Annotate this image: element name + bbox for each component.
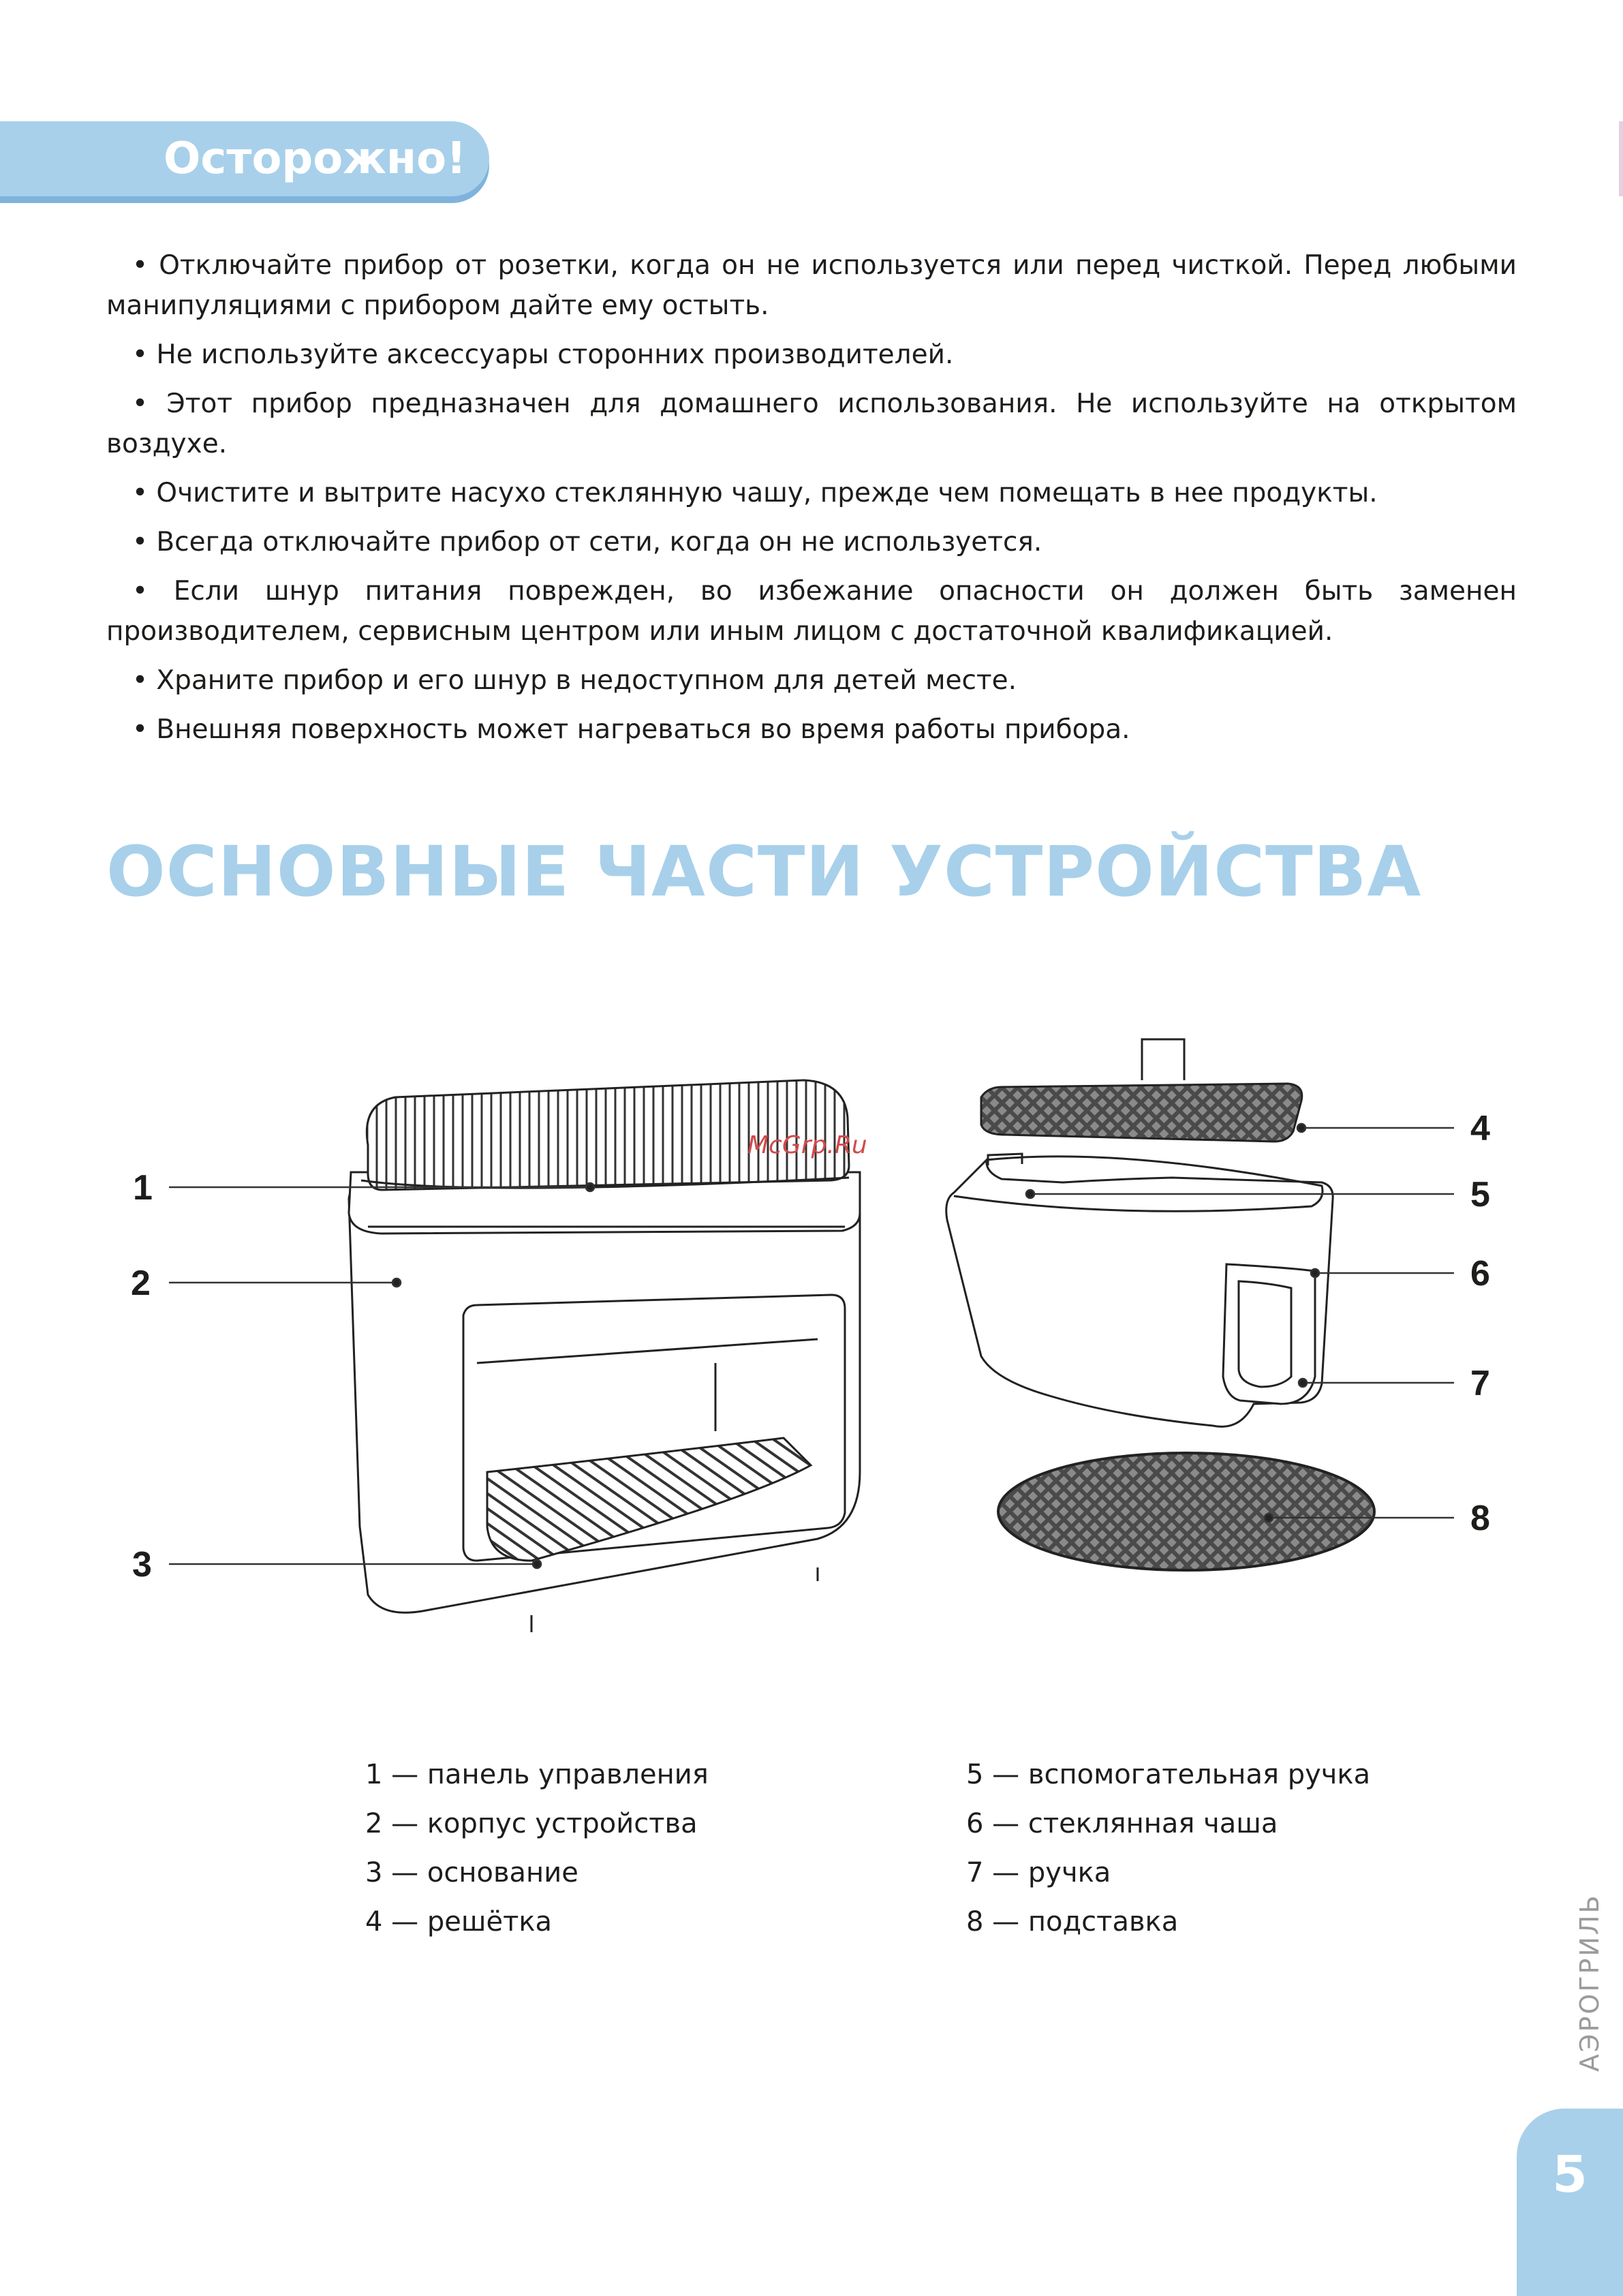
warning-item: • Всегда отключайте прибор от сети, когда он не используется. xyxy=(132,527,1042,557)
legend-item: 1 — панель управления xyxy=(365,1759,709,1790)
warning-item: • Внешняя поверхность может нагреваться во время работы прибора. xyxy=(132,714,1130,745)
legend-item: 7 — ручка xyxy=(966,1857,1111,1888)
air-fryer-illustration xyxy=(349,1080,860,1632)
legend-item: 4 — решётка xyxy=(365,1906,553,1938)
warning-title: Осторожно! xyxy=(164,134,467,184)
legend-item: 5 — вспомогательная ручка xyxy=(966,1759,1371,1790)
callout-4: 4 xyxy=(1470,1109,1490,1148)
legend-item: 8 — подставка xyxy=(966,1906,1179,1938)
accessories-illustration xyxy=(946,1039,1374,1570)
callout-1: 1 xyxy=(133,1168,153,1208)
legend-item: 3 — основание xyxy=(365,1857,578,1888)
callout-6: 6 xyxy=(1470,1254,1490,1294)
callout-8: 8 xyxy=(1470,1499,1490,1538)
page-tab xyxy=(1517,2109,1623,2296)
warning-item: • Отключайте прибор от розетки, когда он не используется или перед чисткой. Перед любыми манипуляциями с прибором дайте ему остыть. xyxy=(106,250,1517,321)
side-label: АЭРОГРИЛЬ xyxy=(1575,1893,1605,2072)
legend-item: 6 — стеклянная чаша xyxy=(966,1808,1278,1839)
warning-list xyxy=(106,245,1517,759)
warning-item: • Не используйте аксессуары сторонних производителей. xyxy=(132,339,954,370)
warning-item: • Этот прибор предназначен для домашнего использования. Не используйте на открытом воздухе. xyxy=(106,388,1517,459)
warning-item: • Храните прибор и его шнур в недоступном для детей месте. xyxy=(132,665,1017,696)
parts-diagram xyxy=(0,995,1623,1636)
warning-item: • Очистите и вытрите насухо стеклянную чашу, прежде чем помещать в нее продукты. xyxy=(132,478,1378,508)
warning-banner xyxy=(0,121,489,196)
legend-item: 2 — корпус устройства xyxy=(365,1808,698,1839)
legend-right xyxy=(966,1750,1370,1946)
legend-left xyxy=(365,1750,709,1946)
callout-7: 7 xyxy=(1470,1364,1490,1403)
page-number: 5 xyxy=(1552,2145,1588,2204)
section-title: ОСНОВНЫЕ ЧАСТИ УСТРОЙСТВА xyxy=(106,831,1422,913)
callout-3: 3 xyxy=(132,1545,152,1585)
callout-5: 5 xyxy=(1470,1175,1490,1214)
watermark: McGrp.Ru xyxy=(747,1131,867,1159)
warning-item: • Если шнур питания поврежден, во избежание опасности он должен быть заменен производителем, сервисным центром или иным лицом с достаточной квалификацией. xyxy=(106,576,1517,647)
callout-2: 2 xyxy=(131,1264,151,1303)
right-edge-mark xyxy=(1619,121,1623,196)
